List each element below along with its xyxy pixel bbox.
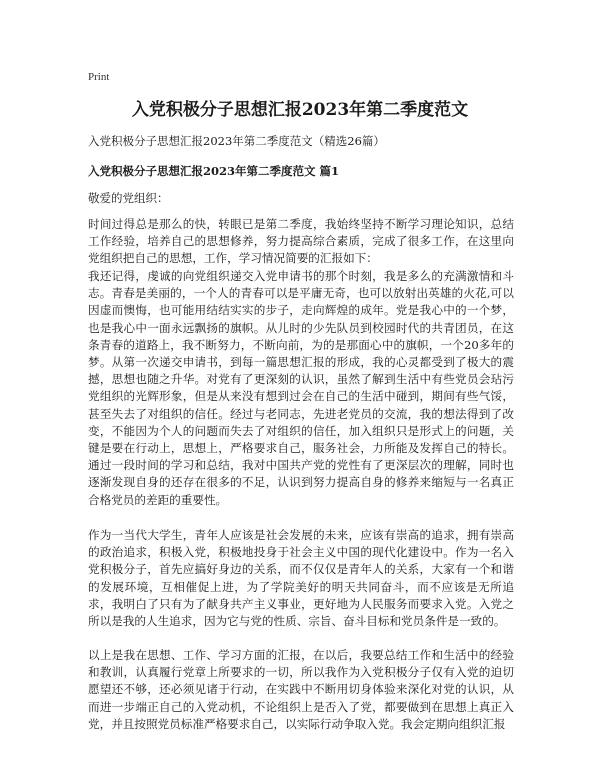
paragraph-student-role: 作为一当代大学生，青年人应该是社会发展的未来，应该有崇高的追求，拥有崇高的政治追求，积极入党，积极地投身于社会主义中国的现代化建设中。作为一名入党积极分子，首先应搞好身边的关系，而不仅仅是青年人的关系，大家有一个和谐的发展环境，互相催促上进，为了学院美好的明天共同奋斗，而不应该是无所追求，我明白了只有为了献身共产主义事业，更好地为人民服务而要求入党。入党之所以是我的人生追求，因为它与党的性质、宗旨、奋斗目标和党员条件是一致的。 (88, 528, 514, 629)
document-title: 入党积极分子思想汇报2023年第二季度范文 (131, 100, 469, 120)
paragraph-reflection: 我还记得，虔诚的向党组织递交入党申请书的那个时刻，我是多么的充满激情和斗志。青春是美丽的，一个人的青春可以是平庸无奇，也可以放射出英雄的火花,可以因虚而懊悔，也可能用结结实实的步子，走向辉煌的成年。党是我心中的一个梦，也是我心中一面永远飘扬的旗帜。从儿时的少先队员到校园时代的共青团员，在这条青春的道路上，我不断努力，不断向前，为的是那面心中的旗帜，一个20多年的梦。从第一次递交申请书，到每一篇思想汇报的形成，我的心灵都受到了极大的震撼，思想也随之升华。对党有了更深刻的认识，虽然了解到生活中有些党员会玷污党组织的光辉形象，但是从来没有想到过会在自己的生活中碰到，期间有些气馁，甚至失去了对组织的信任。经过与老同志，先进老党员的交流，我的想法得到了改变，不能因为个人的问题而失去了对组织的信任，加入组织只是形式上的问题，关键是要在行动上，思想上，严格要求自己，服务社会，力所能及发挥自己的特长。通过一段时间的学习和总结，我对中国共产党的党性有了更深层次的理解，同时也逐渐发现自身的还存在很多的不足，认识到努力提高自身的修养来缩短与一名真正合格党员的差距的重要性。 (88, 269, 514, 507)
print-link[interactable]: Print (88, 71, 110, 83)
greeting-line: 敬爱的党组织： (88, 191, 169, 205)
document-subtitle: 入党积极分子思想汇报2023年第二季度范文（精选26篇） (88, 134, 385, 148)
paragraph-summary: 以上是我在思想、工作、学习方面的汇报，在以后，我要总结工作和生活中的经验和教训，认真履行党章上所要求的一切，所以我作为入党积极分子仅有入党的迫切愿望还不够，还必须见诸于行动，在实践中不断用切身体验来深化对党的认识，从而进一步端正自己的入党动机，不论组织上是否入了党，都要做到在思想上真正入党，并且按照党员标准严格要求自己，以实际行动争取入党。我会定期向组织汇报 (88, 648, 514, 731)
section-heading: 入党积极分子思想汇报2023年第二季度范文 篇1 (88, 164, 340, 178)
paragraph-intro: 时间过得总是那么的快，转眼已是第二季度，我始终坚持不断学习理论知识，总结工作经验，培养自己的思想修养，努力提高综合素质，完成了很多工作，在这里向党组织把自己的思想，工作，学习情况简要的汇报如下： (88, 217, 514, 266)
